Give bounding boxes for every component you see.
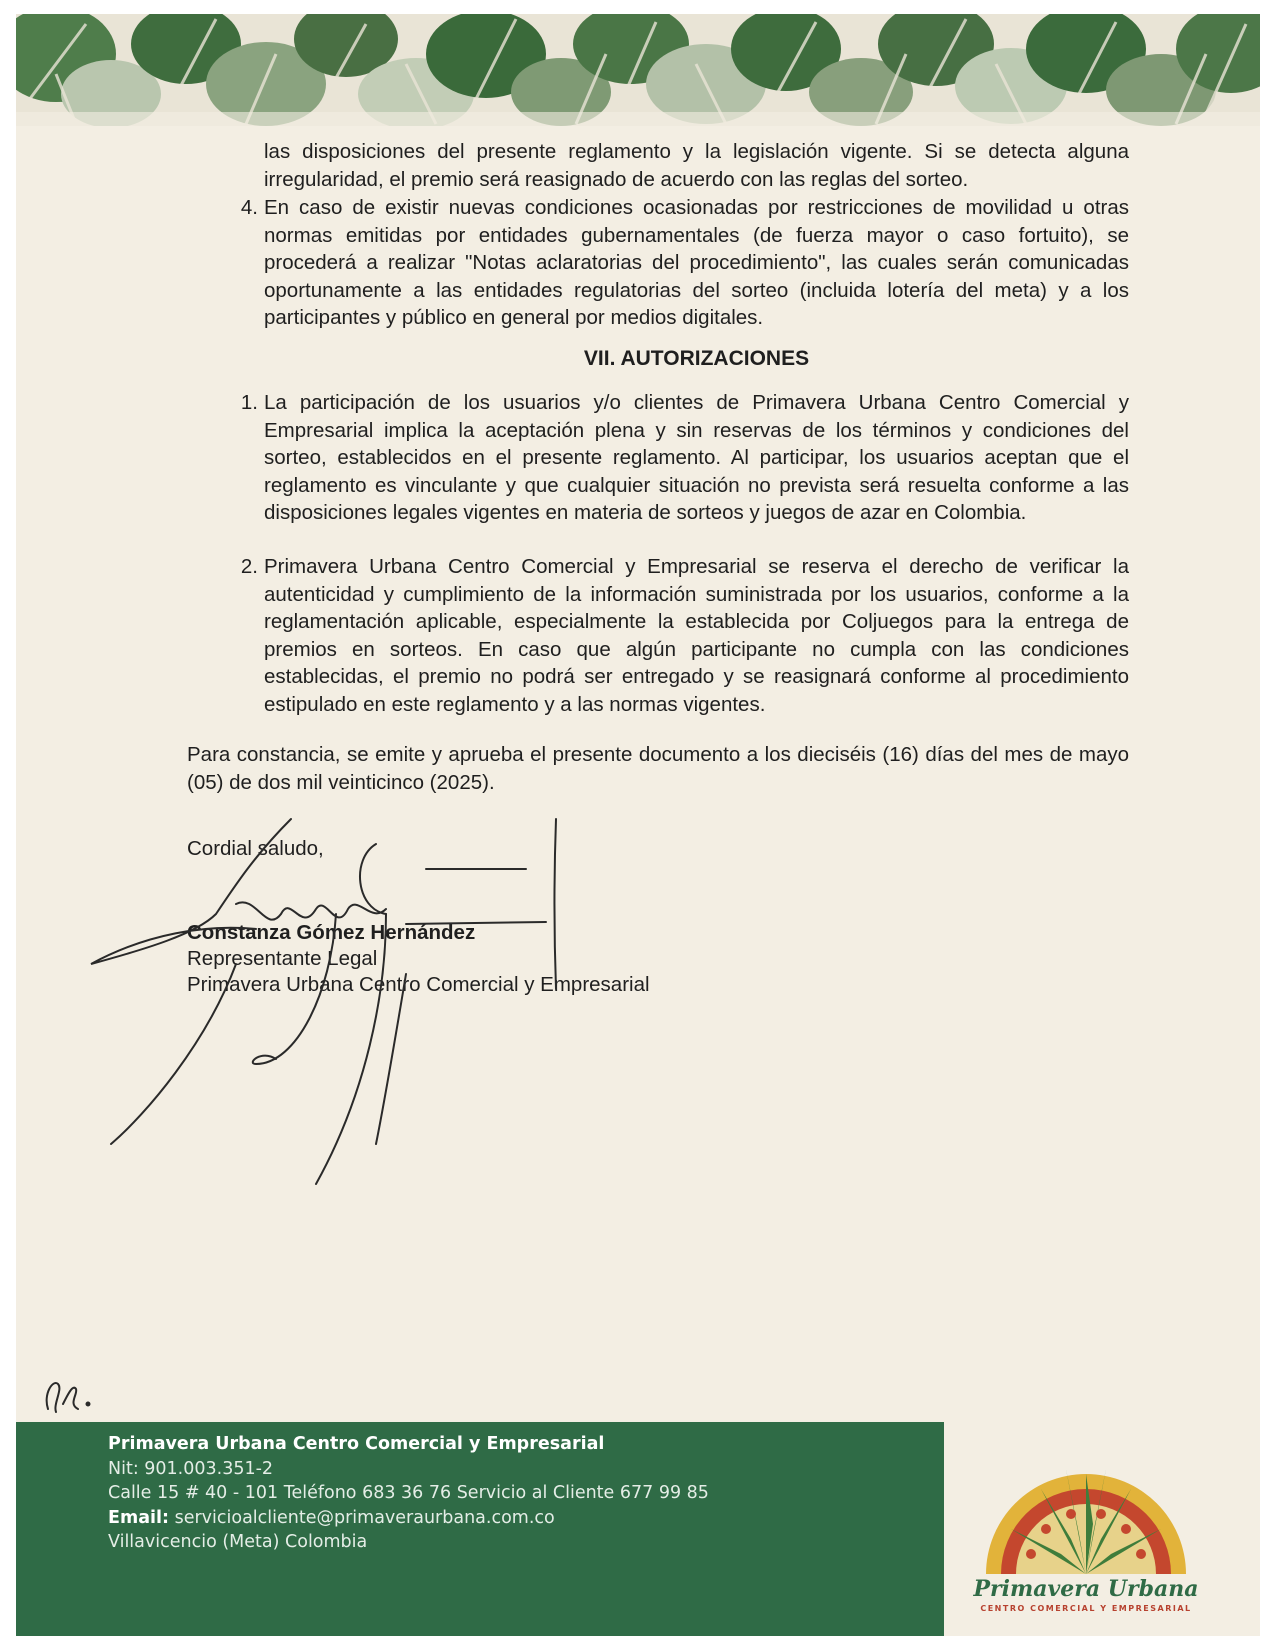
authorization-number: 2. [240,555,258,578]
palm-sunburst-icon [971,1444,1201,1579]
list-item-text: En caso de existir nuevas condiciones ocasionadas por restricciones de movilidad u otras normas emitidas por entidades gubernamentales (de fuerza mayor o caso fortuito), se procederá a realizar "Notas aclaratorias del procedimiento", las cuales serán comunicadas oportunamente a las entidades regulatorias del sorteo (incluida lotería del meta) y a los participantes y público en general por medios digitales. [264,196,1129,329]
footer-email[interactable]: servicioalcliente@primaveraurbana.com.co [174,1507,555,1528]
authorization-text: Primavera Urbana Centro Comercial y Empresarial se reserva el derecho de verificar la autenticidad y cumplimiento de la información suministrada por los usuarios, conforme a la reglamentación aplicable, especialmente la establecida por Coljuegos para la entrega de premios en sorteos. En caso que algún participante no cumpla con las condiciones establecidas, el premio no podrá ser entregado y se reasignará conforme al procedimiento estipulado en este reglamento y a las normas vigentes. [264,555,1129,716]
company-logo [971,1444,1201,1624]
footer-email-line [108,1506,709,1531]
authorization-text: La participación de los usuarios y/o clientes de Primavera Urbana Centro Comercial y Empresarial implica la aceptación plena y sin reservas de los términos y condiciones del sorteo, establecidos en el presente reglamento. Al participar, los usuarios aceptan que el reglamento es vinculante y que cualquier situación no prevista será resuelta conforme a las disposiciones legales vigentes en materia de sorteos y juegos de azar en Colombia. [264,391,1129,524]
authorization-number: 1. [240,391,258,414]
footer-email-label: Email: [108,1507,169,1528]
logo-name: Primavera Urbana [973,1576,1199,1602]
handwritten-initials [38,1374,98,1414]
closing-paragraph: Para constancia, se emite y aprueba el presente documento a los dieciséis (16) días del mes de mayo (05) de dos mil veinticinco (2025). [187,743,1129,794]
document-page [16,14,1260,1636]
logo-tagline: CENTRO COMERCIAL Y EMPRESARIAL [980,1604,1192,1613]
continuation-paragraph: las disposiciones del presente reglamento y la legislación vigente. Si se detecta alguna irregularidad, el premio será reasignado de acuerdo con las reglas del sorteo. [264,140,1129,191]
signer-role: Representante Legal [187,947,378,970]
footer-contact [108,1432,709,1555]
list-item-number: 4. [240,196,258,219]
tropical-leaf-banner [16,14,1260,126]
footer-company: Primavera Urbana Centro Comercial y Empresarial [108,1434,605,1454]
footer-address: Calle 15 # 40 - 101 Teléfono 683 36 76 Servicio al Cliente 677 99 85 [108,1483,709,1503]
signer-name: Constanza Gómez Hernández [187,921,476,944]
footer-city: Villavicencio (Meta) Colombia [108,1532,368,1552]
signer-company: Primavera Urbana Centro Comercial y Empresarial [187,973,650,996]
footer-bar [16,1422,944,1636]
handwritten-signature [86,814,646,1234]
section-heading: VII. AUTORIZACIONES [583,347,810,370]
footer-nit: Nit: 901.003.351-2 [108,1458,274,1479]
greeting-text: Cordial saludo, [187,837,324,860]
